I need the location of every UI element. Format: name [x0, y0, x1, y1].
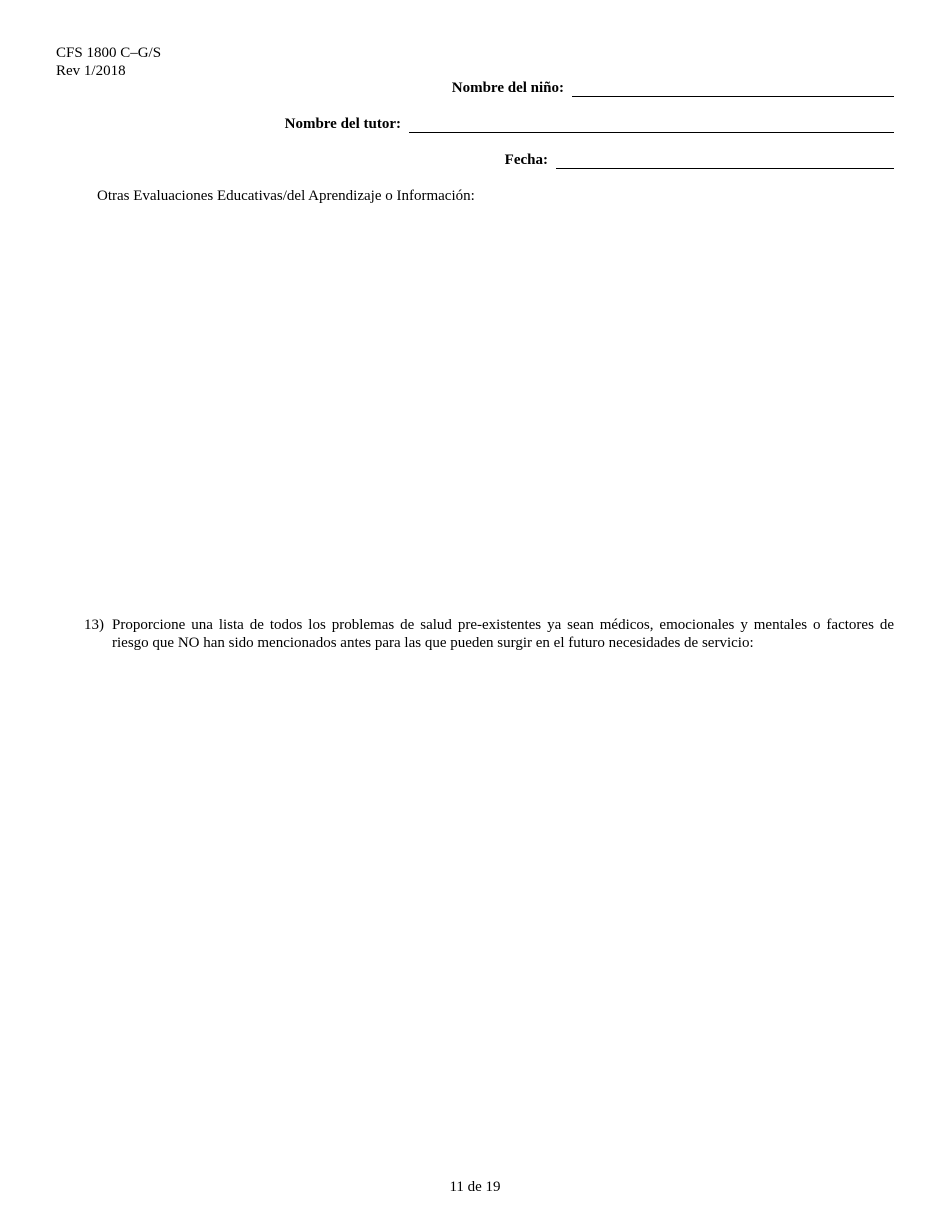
- form-revision: Rev 1/2018: [56, 63, 126, 79]
- page-number: 11 de 19: [449, 1179, 501, 1195]
- tutor-name-field[interactable]: [409, 116, 894, 133]
- date-row: [505, 151, 894, 169]
- date-field[interactable]: [556, 152, 894, 169]
- form-code: CFS 1800 C–G/S: [56, 45, 162, 61]
- tutor-name-row: [285, 115, 894, 133]
- date-label: Fecha:: [504, 152, 548, 168]
- child-name-label: Nombre del niño:: [451, 80, 564, 96]
- child-name-field[interactable]: [572, 80, 894, 97]
- question-13-text: Proporcione una lista de todos los problemas de salud pre-existentes ya sean médicos, emocionales y mentales o factores de riesgo que NO han sido mencionados antes para las que pueden surgir en el futuro necesidades de servicio:: [112, 617, 894, 651]
- question-13-number: 13): [84, 617, 104, 633]
- tutor-name-label: Nombre del tutor:: [284, 116, 401, 132]
- question-13: [84, 616, 894, 652]
- child-name-row: [452, 79, 894, 97]
- form-header: [56, 44, 161, 80]
- other-evaluations-label: Otras Evaluaciones Educativas/del Aprendizaje o Información:: [97, 188, 475, 204]
